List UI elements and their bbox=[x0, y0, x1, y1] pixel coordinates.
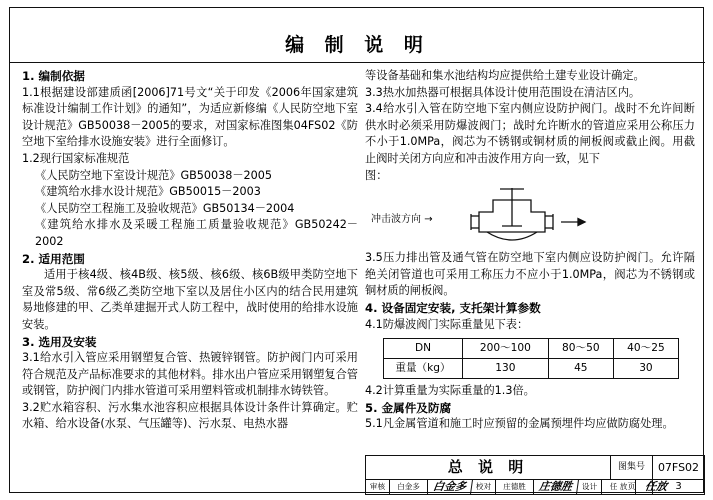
valve-weight-table bbox=[383, 338, 679, 379]
section-4-heading: 4. 设备固定安装, 支托架计算参数 bbox=[365, 300, 541, 315]
table-row bbox=[384, 339, 679, 359]
section-1-1-text: 1.1根据建设部建质函[2006]71号文“关于印发《2006年国家建筑标准设计编制工作计划》的通知”，为适应新修编《人民防空地下室设计规范》GB50038－2005的要求，对国家标准图集04FS02《防空地下室给排水设施安装》进行全面修订。 bbox=[22, 85, 358, 149]
role-label-design: 设计 bbox=[578, 480, 602, 494]
role-label-review: 审核 bbox=[366, 480, 390, 494]
section-3-4-tail: 图： bbox=[365, 168, 388, 182]
standard-item: 《人民防空工程施工及验收规范》GB50134－2004 bbox=[35, 201, 295, 215]
table-cell: 200～100 bbox=[463, 339, 549, 359]
table-cell: 45 bbox=[548, 359, 613, 379]
reviewer-name: 白金多 bbox=[390, 480, 428, 494]
title-block-main-row bbox=[366, 456, 704, 480]
drawing-title: 总 说 明 bbox=[366, 456, 611, 479]
section-5-heading: 5. 金属件及防腐 bbox=[365, 400, 452, 415]
drawing-frame bbox=[9, 7, 704, 493]
section-4-1-text: 4.1防爆波阀门实际重量见下表： bbox=[365, 317, 529, 331]
role-label-proofread: 校对 bbox=[472, 480, 496, 494]
section-3-1-text: 3.1给水引入管应采用钢塑复合管、热镀锌钢管。防护阀门内可采用符合规范及产品标准要求的其他材料。排水出户管应采用钢塑复合管或钢管，防护阀门内排水管道可采用塑料管或机制排水铸铁管。 bbox=[22, 351, 358, 398]
standard-item: 《人民防空地下室设计规范》GB50038－2005 bbox=[35, 168, 273, 182]
page-number: 3 bbox=[675, 481, 682, 492]
globe-valve-icon bbox=[457, 186, 607, 248]
section-3-2-text: 3.2贮水箱容积、污水集水池容积应根据具体设计条件计算确定。贮水箱、给水设备(水泵、气压罐等)、污水泵、电热水器 bbox=[22, 400, 358, 431]
valve-figure bbox=[365, 186, 695, 248]
section-1-heading: 1. 编制依据 bbox=[22, 69, 85, 83]
table-row bbox=[384, 359, 679, 379]
designer-name: 任 放 bbox=[602, 480, 636, 494]
section-2-heading: 2. 适用范围 bbox=[22, 251, 85, 266]
shock-wave-direction-label: 冲击波方向 → bbox=[371, 214, 433, 226]
table-header-dn: DN bbox=[384, 339, 463, 359]
reviewer-signature: 白金多 bbox=[427, 480, 473, 494]
table-cell: 40～25 bbox=[613, 339, 678, 359]
standard-item: 《建筑给水排水及采暖工程施工质量验收规范》GB50242－2002 bbox=[35, 218, 358, 248]
page-label: 页 bbox=[611, 480, 653, 494]
section-3-4-text: 3.4给水引入管在防空地下室内侧应设防护阀门。战时不允许间断供水时必须采用防爆波阀门；战时允许断水的管道应采用公称压力不小于1.0MPa，阀芯为不锈钢或铜材质的闸板阀或截止阀。用截止阀时关闭方向应和冲击波作用方向一致，见下 bbox=[365, 102, 695, 165]
title-divider bbox=[10, 62, 705, 63]
atlas-number-value: 07FS02 bbox=[657, 461, 700, 474]
page-title: 编 制 说 明 bbox=[285, 34, 430, 56]
table-cell: 30 bbox=[613, 359, 678, 379]
standard-item: 《建筑给水排水设计规范》GB50015－2003 bbox=[35, 185, 261, 199]
section-3-heading: 3. 选用及安装 bbox=[22, 334, 97, 349]
section-2-text: 适用于核4级、核4B级、核5级、核6级、核6B级甲类防空地下室及常5级、常6级乙类防空地下室以及居住小区内的结合民用建筑易地修建的甲、乙类单建掘开式人防工程中，战时使用的给排水设施安装。 bbox=[22, 268, 358, 331]
atlas-number-label: 图集号 bbox=[611, 456, 653, 479]
section-3-3-text: 3.3热水加热器可根据具体设计使用范围设在清洁区内。 bbox=[365, 85, 641, 99]
section-1-2-heading: 1.2现行国家标准规范 bbox=[22, 151, 130, 165]
proofreader-name: 庄德胜 bbox=[496, 480, 534, 494]
section-3-5-text: 3.5压力排出管及通气管在防空地下室内侧应设防护阀门。允许隔绝关闭管道也可采用工称压力不应小于1.0MPa，阀芯为不锈钢或铜材质的闸板阀。 bbox=[365, 251, 695, 298]
title-block bbox=[365, 455, 705, 495]
section-4-2-text: 4.2计算重量为实际重量的1.3倍。 bbox=[365, 384, 535, 398]
table-header-weight: 重量（kg） bbox=[384, 359, 463, 379]
right-text-column bbox=[365, 68, 695, 433]
table-cell: 130 bbox=[463, 359, 549, 379]
signature-row bbox=[366, 480, 704, 494]
table-cell: 80～50 bbox=[548, 339, 613, 359]
section-5-1-text: 5.1凡金属管道和施工时应预留的金属预埋件均应做防腐处理。 bbox=[365, 417, 674, 431]
section-3-2-continued: 等设备基础和集水池结构均应提供给土建专业设计确定。 bbox=[365, 69, 645, 82]
inlet-arrow-icon: → bbox=[424, 214, 433, 226]
proofreader-signature: 庄德胜 bbox=[533, 480, 579, 494]
left-text-column bbox=[22, 68, 358, 433]
designer-signature: 任放 bbox=[644, 480, 668, 493]
